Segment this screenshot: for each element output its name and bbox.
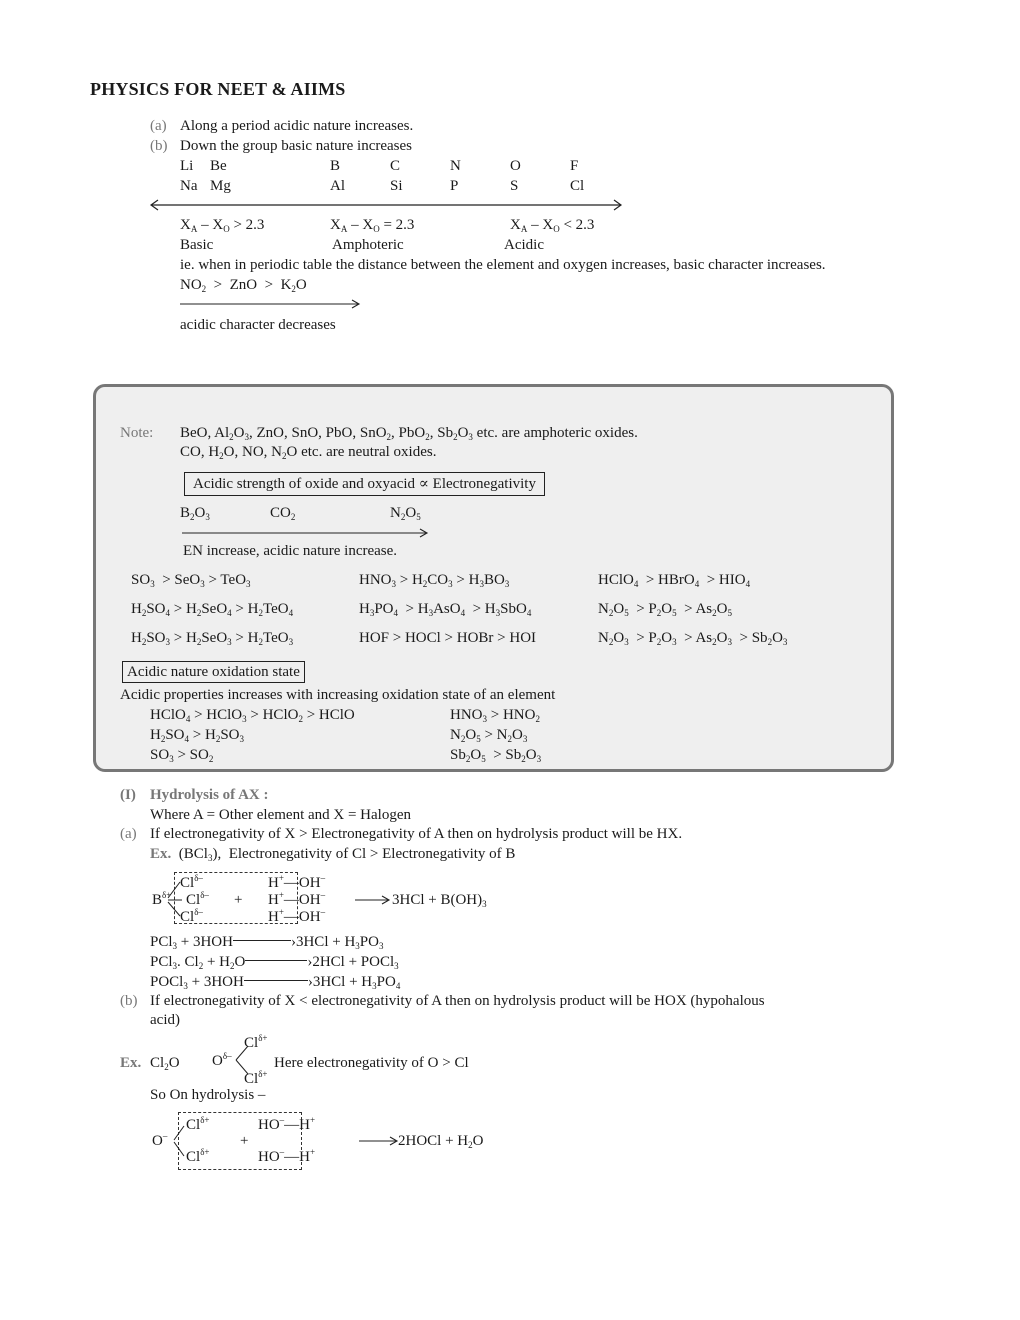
ie-line: ie. when in periodic table the distance between the element and oxygen increases, basic character increases.	[180, 257, 826, 273]
series-so3: $SO_3 > SeO_3 > TeO_3$	[131, 572, 251, 589]
water-molecule: HO–—H+	[258, 1147, 316, 1165]
oxide-b2o3: $B_2O_3$	[180, 505, 210, 522]
element-cell: N	[450, 158, 461, 174]
element-cell: F	[570, 158, 579, 174]
formula-cl2o: $Cl_2O$	[150, 1055, 180, 1072]
series-chlorine-acids: HClO$_4$ > HClO$_3$ > HClO$_2$ > HClO	[150, 707, 355, 724]
acidic-properties: Acidic properties increases with increasing oxidation state of an element	[120, 687, 556, 703]
element-cell: O	[510, 158, 521, 174]
chlorine-atom: $Cl^{\delta+}$	[244, 1033, 268, 1051]
series-sulfur-oxides: $SO_3 > SO_2$	[150, 747, 214, 764]
oxide-co2: $CO_2$	[270, 505, 296, 522]
cl2o-products: 2HOCl + $H_2O$	[398, 1133, 484, 1150]
note-label: Note:	[120, 425, 154, 441]
example-label: Ex.	[150, 846, 172, 862]
right-arrow-icon	[178, 298, 362, 310]
hydrolysis-b-text: If electronegativity of X < electronegativity of A then on hydrolysis product will be HOX (hypohalous	[150, 993, 765, 1009]
series-sulfur-acids: $H_2SO_4 > H_2SO_3$	[150, 727, 245, 744]
xa-xo-basic: $X_A - X_O > 2.3$	[180, 217, 265, 234]
reaction-pcl3: PCl$_3$ + 3HOH ›3HCl + $H_3PO_3$	[150, 934, 384, 951]
series-h2so3: $H_2SO_3 > H_2SeO_3 > H_2TeO_3$	[131, 630, 294, 647]
class-amphoteric: Amphoteric	[332, 237, 404, 253]
element-cell: Mg	[210, 178, 231, 194]
series-hclo4: HClO$_4$ > HBrO$_4$ > $HIO_4$	[598, 572, 751, 589]
reaction-pcl5: PCl$_3$. $Cl_2 + H_2O$ ›2HCl + POCl$_3$	[150, 954, 399, 971]
neutral-tail: etc. are neutral oxides.	[301, 444, 437, 460]
series-h3po4: $H_3PO_4 > H_3AsO_4 > H_3SbO_4$	[359, 601, 532, 618]
point-b-marker: (b)	[150, 138, 168, 154]
point-b-text: Down the group basic nature increases	[180, 138, 413, 154]
series-nitrogen-oxides: $N_2O_5 > N_2O_3$	[450, 727, 528, 744]
element-cell: S	[510, 178, 519, 194]
oxygen-atom: $O^{\delta-}$	[212, 1051, 232, 1069]
chlorine-atom: $Cl^{\delta-}$	[180, 873, 203, 891]
water-molecule: H+—OH–	[268, 873, 326, 891]
so-on-hydrolysis: So On hydrolysis –	[150, 1087, 266, 1103]
amphoteric-oxides: BeO, $Al_2O_3$, ZnO, SnO, PbO, SnO$_2$, PbO$_2$, $Sb_2O_3$ etc. are amphoteric oxides.	[180, 425, 638, 442]
acidic-strength-box: Acidic strength of oxide and oxyacid ∝ Electronegativity	[184, 472, 545, 496]
hydrolysis-b-text-cont: acid)	[150, 1012, 180, 1028]
xa-xo-amphoteric: $X_A - X_O = 2.3$	[330, 217, 415, 234]
right-arrow-icon	[180, 527, 430, 539]
hydrolysis-heading: Hydrolysis of AX :	[150, 787, 269, 803]
point-a-text: Along a period acidic nature increases.	[180, 118, 414, 134]
reaction-arrow-icon	[354, 894, 390, 906]
example-text: Electronegativity of Cl > Electronegativity of B	[228, 846, 516, 862]
reaction-arrow-icon	[358, 1135, 398, 1147]
element-cell: Cl	[570, 178, 585, 194]
chlorine-atom: $Cl^{\delta+}$	[186, 1147, 210, 1165]
double-arrow-icon	[148, 198, 624, 212]
element-cell: Be	[210, 158, 227, 174]
chlorine-atom: $Cl^{\delta+}$	[244, 1069, 268, 1087]
bcl3-products: $3HCl + B(OH)_3$	[392, 892, 487, 909]
water-molecule: H+—OH–	[268, 890, 326, 908]
hydrolysis-where: Where A = Other element and X = Halogen	[150, 807, 411, 823]
page-header: PHYSICS FOR NEET & AIIMS	[90, 79, 346, 99]
reaction-pocl3: POCl$_3$ + 3HOH ›3HCl + $H_3PO_4$	[150, 974, 401, 991]
element-cell: Na	[180, 178, 198, 194]
element-cell: P	[450, 178, 459, 194]
element-cell: C	[390, 158, 401, 174]
hydrolysis-a-text: If electronegativity of X > Electronegativity of A then on hydrolysis product will be HX.	[150, 826, 683, 842]
series-antimony-oxides: $Sb_2O_5 > Sb_2O_3$	[450, 747, 542, 764]
series-nitrogen-acids: $HNO_3 > HNO_2$	[450, 707, 540, 724]
acidic-decreases: acidic character decreases	[180, 317, 336, 333]
hydrolysis-a-marker: (a)	[120, 826, 137, 842]
oxide-order: $NO_2$ > ZnO > $K_2O$	[180, 277, 307, 294]
series-hof: HOF > HOCl > HOBr > HOI	[359, 630, 537, 646]
hydrolysis-b-marker: (b)	[120, 993, 138, 1009]
example2-label: Ex.	[120, 1055, 142, 1071]
water-molecule: H+—OH–	[268, 907, 326, 925]
en-increase: EN increase, acidic nature increase.	[183, 543, 398, 559]
series-hno3: $HNO_3 > H_2CO_3 > H_3BO_3$	[359, 572, 510, 589]
plus-sign: +	[240, 1133, 249, 1149]
example-bcl3: Ex. (BCl$_3$), Electronegativity of Cl > Electronegativity of B	[150, 846, 516, 863]
water-molecule: HO–—H+	[258, 1115, 316, 1133]
element-cell: Li	[180, 158, 194, 174]
element-cell: Si	[390, 178, 403, 194]
element-cell: B	[330, 158, 341, 174]
hydrolysis-marker: (I)	[120, 787, 136, 803]
oxide-n2o5: $N_2O_5$	[390, 505, 421, 522]
series-n2o3: $N_2O_3 > P_2O_3 > As_2O_3 > Sb_2O_3$	[598, 630, 788, 647]
class-basic: Basic	[180, 237, 214, 253]
oxygen-atom: O–	[152, 1131, 168, 1149]
xa-xo-acidic: $X_A - X_O < 2.3$	[510, 217, 595, 234]
series-n2o5: $N_2O_5 > P_2O_5 > As_2O_5$	[598, 601, 732, 618]
amphoteric-tail: etc. are amphoteric oxides.	[476, 425, 638, 441]
here-text: Here electronegativity of O > Cl	[274, 1055, 469, 1071]
class-acidic: Acidic	[504, 237, 544, 253]
element-cell: Al	[330, 178, 345, 194]
neutral-oxides: CO, $H_2O$, NO, $N_2O$ etc. are neutral oxides.	[180, 444, 437, 461]
chlorine-atom: $Cl^{\delta+}$	[186, 1115, 210, 1133]
plus-sign: +	[234, 892, 243, 908]
chlorine-atom: $Cl^{\delta-}$	[180, 907, 203, 925]
boron-atom: $B^{\delta+}$	[152, 890, 172, 908]
series-h2so4: $H_2SO_4 > H_2SeO_4 > H_2TeO_4$	[131, 601, 294, 618]
chlorine-atom: $Cl^{\delta-}$	[186, 890, 209, 908]
point-a-marker: (a)	[150, 118, 167, 134]
acidic-oxidation-box: Acidic nature oxidation state	[122, 661, 305, 683]
